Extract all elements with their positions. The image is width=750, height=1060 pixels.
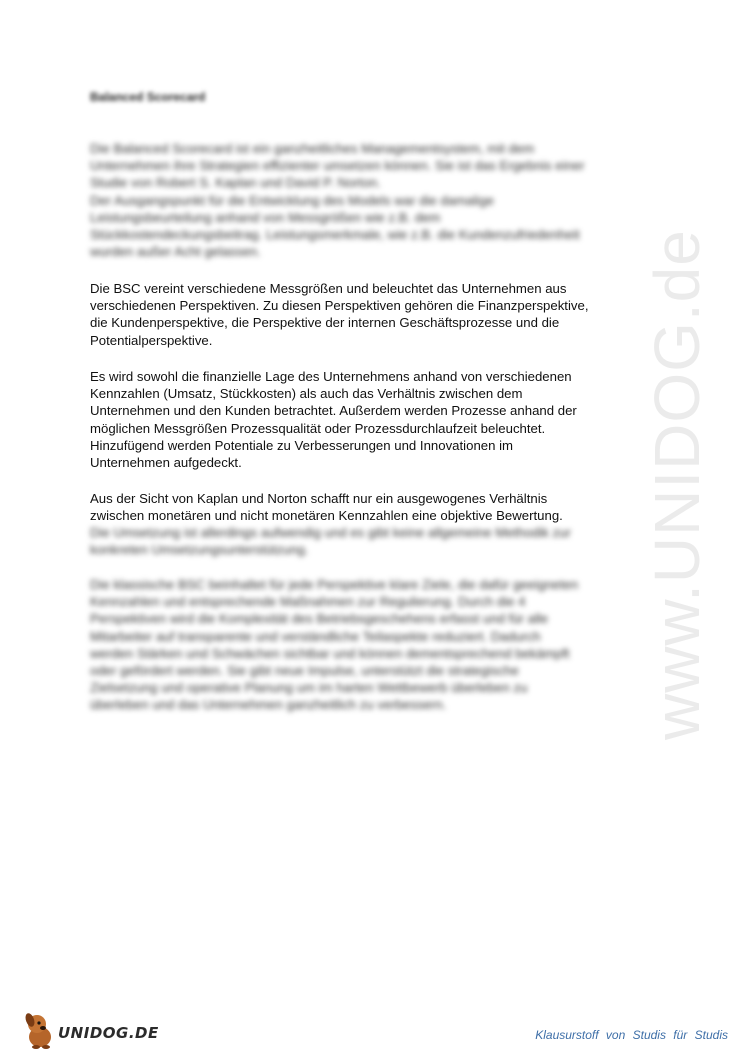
unidog-logo[interactable]: [22, 1010, 162, 1050]
text-line: wurden außer Acht gelassen.: [90, 244, 261, 260]
text-line: Unternehmen aufgedeckt.: [90, 455, 242, 471]
paragraph-klassische-bsc: [90, 576, 680, 714]
paragraph-kaplan-norton-continued: [90, 524, 680, 558]
text-line: möglichen Messgrößen Prozessqualität oder Prozessdurchlaufzeit beleuchtet.: [90, 420, 546, 436]
text-line: Die BSC vereint verschiedene Messgrößen und beleuchtet das Unternehmen aus: [90, 281, 567, 296]
text-line: verschiedenen Perspektiven. Zu diesen Perspektiven gehören die Finanzperspektive,: [90, 298, 589, 314]
text-line: Perspektiven wird die Komplexität des Betriebsgeschehens erfasst und für alle: [90, 611, 549, 627]
text-line: Kennzahlen und entsprechende Maßnahmen zur Regulierung. Durch die 4: [90, 594, 526, 610]
paragraph-kaplan-norton: [90, 490, 680, 524]
paragraph-kennzahlen: [90, 368, 680, 471]
text-line: Kennzahlen (Umsatz, Stückkosten) als auch das Verhältnis zwischen dem: [90, 386, 523, 402]
text-line: werden Stärken und Schwächen sichtbar und können dementsprechend bekämpft: [90, 645, 570, 661]
text-line: Die Umsetzung ist allerdings aufwendig und es gibt keine allgemeine Methodik zur: [90, 525, 571, 540]
footer-tagline: Klausurstoff von Studis für Studis: [535, 1028, 728, 1042]
text-line: Mitarbeiter auf transparente und verständliche Teilaspekte reduziert. Dadurch: [90, 628, 541, 644]
text-line: überleben und das Unternehmen ganzheitlich zu verbessern.: [90, 697, 447, 713]
logo-wordmark: UNIDOG.DE: [58, 1024, 159, 1042]
text-line: oder gefördert werden. Sie gibt neue Impulse, unterstützt die strategische: [90, 663, 519, 679]
paragraph-bsc-perspectives: [90, 280, 680, 349]
paragraph-intro: [90, 140, 680, 260]
text-line: konkreten Umsetzungsunterstützung.: [90, 542, 309, 558]
text-line: Leistungsbeurteilung anhand von Messgrößen wie z.B. dem: [90, 209, 441, 225]
text-line: die Kundenperspektive, die Perspektive der internen Geschäftsprozesse und die: [90, 315, 560, 331]
text-line: Unternehmen und den Kunden betrachtet. Außerdem werden Prozesse anhand der: [90, 403, 577, 419]
text-line: Unternehmen ihre Strategien effizienter umsetzen können. Sie ist das Ergebnis einer: [90, 158, 585, 174]
text-line: Die Balanced Scorecard ist ein ganzheitliches Managementsystem, mit dem: [90, 141, 535, 156]
text-line: zwischen monetären und nicht monetären Kennzahlen eine objektive Bewertung.: [90, 508, 563, 524]
text-line: Der Ausgangspunkt für die Entwicklung des Models war die damalige: [90, 192, 494, 208]
document-title: Balanced Scorecard: [90, 90, 206, 104]
text-line: Aus der Sicht von Kaplan und Norton schafft nur ein ausgewogenes Verhältnis: [90, 491, 548, 506]
text-line: Potentialperspektive.: [90, 332, 213, 348]
text-line: Hinzufügend werden Potentiale zu Verbesserungen und Innovationen im: [90, 437, 514, 453]
dog-mascot-icon: [22, 1010, 58, 1050]
text-line: Zielsetzung und operative Planung um im harten Wettbewerb überleben zu: [90, 680, 528, 696]
text-line: Stückkostendeckungsbeitrag. Leistungsmerkmale, wie z.B. die Kundenzufriedenheit: [90, 227, 580, 243]
watermark: www.UNIDOG.de: [641, 229, 713, 740]
text-line: Es wird sowohl die finanzielle Lage des Unternehmens anhand von verschiedenen: [90, 369, 572, 384]
text-line: Die klassische BSC beinhaltet für jede Perspektive klare Ziele, die dafür geeigneten: [90, 577, 579, 592]
text-line: Studie von Robert S. Kaplan und David P. Norton.: [90, 175, 381, 191]
